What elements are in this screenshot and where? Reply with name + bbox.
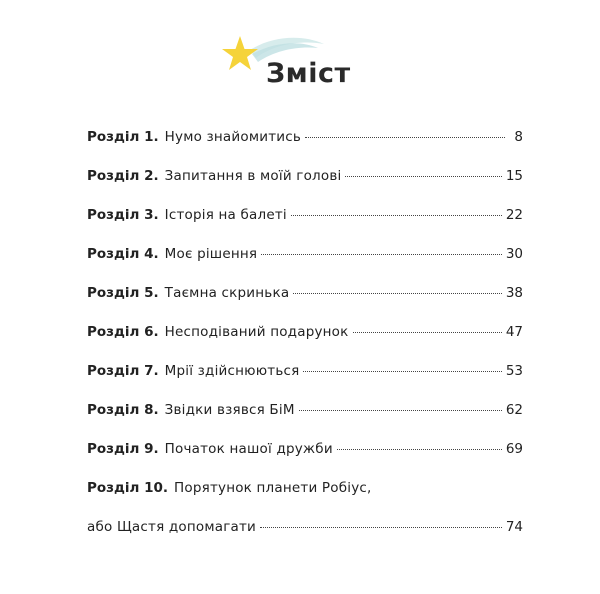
toc-entry-continuation[interactable] bbox=[87, 508, 523, 547]
chapter-title: Історія на балеті bbox=[164, 207, 287, 223]
chapter-title: Несподіваний подарунок bbox=[164, 324, 349, 340]
leader-dots bbox=[353, 332, 502, 333]
leader-dots bbox=[345, 176, 501, 177]
page-number: 15 bbox=[505, 168, 523, 184]
page-number: 53 bbox=[505, 363, 523, 379]
page-number: 47 bbox=[505, 324, 523, 340]
chapter-title: Таємна скринька bbox=[164, 285, 290, 301]
page-number: 69 bbox=[505, 441, 523, 457]
leader-dots bbox=[293, 293, 502, 294]
page-number: 38 bbox=[505, 285, 523, 301]
page-number: 22 bbox=[505, 207, 523, 223]
toc-entry[interactable] bbox=[87, 430, 523, 469]
page-number: 74 bbox=[505, 519, 523, 535]
page-number: 30 bbox=[505, 246, 523, 262]
chapter-label: Розділ 8. bbox=[87, 402, 159, 418]
toc-entry[interactable] bbox=[87, 391, 523, 430]
chapter-label: Розділ 1. bbox=[87, 129, 159, 145]
toc-entry[interactable] bbox=[87, 235, 523, 274]
leader-dots bbox=[299, 410, 502, 411]
toc-header bbox=[222, 30, 402, 100]
leader-dots bbox=[291, 215, 502, 216]
chapter-label: Розділ 3. bbox=[87, 207, 159, 223]
page-number: 8 bbox=[514, 129, 523, 145]
leader-dots bbox=[303, 371, 501, 372]
chapter-title: Запитання в моїй голові bbox=[164, 168, 342, 184]
toc-entry[interactable] bbox=[87, 469, 523, 508]
chapter-title: Звідки взявся БіМ bbox=[164, 402, 295, 418]
chapter-label: Розділ 9. bbox=[87, 441, 159, 457]
chapter-label: Розділ 2. bbox=[87, 168, 159, 184]
toc-entry[interactable] bbox=[87, 157, 523, 196]
chapter-label: Розділ 7. bbox=[87, 363, 159, 379]
chapter-label: Розділ 5. bbox=[87, 285, 159, 301]
toc-entry[interactable] bbox=[87, 118, 523, 157]
chapter-title: Порятунок планети Робіус, bbox=[174, 480, 372, 496]
chapter-title: Мрії здійснюються bbox=[164, 363, 300, 379]
table-of-contents bbox=[87, 118, 523, 547]
chapter-title: Нумо знайомитись bbox=[164, 129, 302, 145]
leader-dots bbox=[261, 254, 502, 255]
chapter-title: Початок нашої дружби bbox=[164, 441, 333, 457]
toc-entry[interactable] bbox=[87, 196, 523, 235]
page-number: 62 bbox=[505, 402, 523, 418]
toc-entry[interactable] bbox=[87, 313, 523, 352]
chapter-title: Моє рішення bbox=[164, 246, 258, 262]
chapter-label: Розділ 6. bbox=[87, 324, 159, 340]
toc-entry[interactable] bbox=[87, 352, 523, 391]
toc-entry[interactable] bbox=[87, 274, 523, 313]
leader-dots bbox=[337, 449, 502, 450]
chapter-label: Розділ 10. bbox=[87, 480, 169, 496]
chapter-title-continued: або Щастя допомагати bbox=[87, 519, 257, 535]
leader-dots bbox=[305, 137, 505, 138]
page-title: Зміст bbox=[266, 58, 351, 89]
chapter-label: Розділ 4. bbox=[87, 246, 159, 262]
leader-dots bbox=[260, 527, 502, 528]
